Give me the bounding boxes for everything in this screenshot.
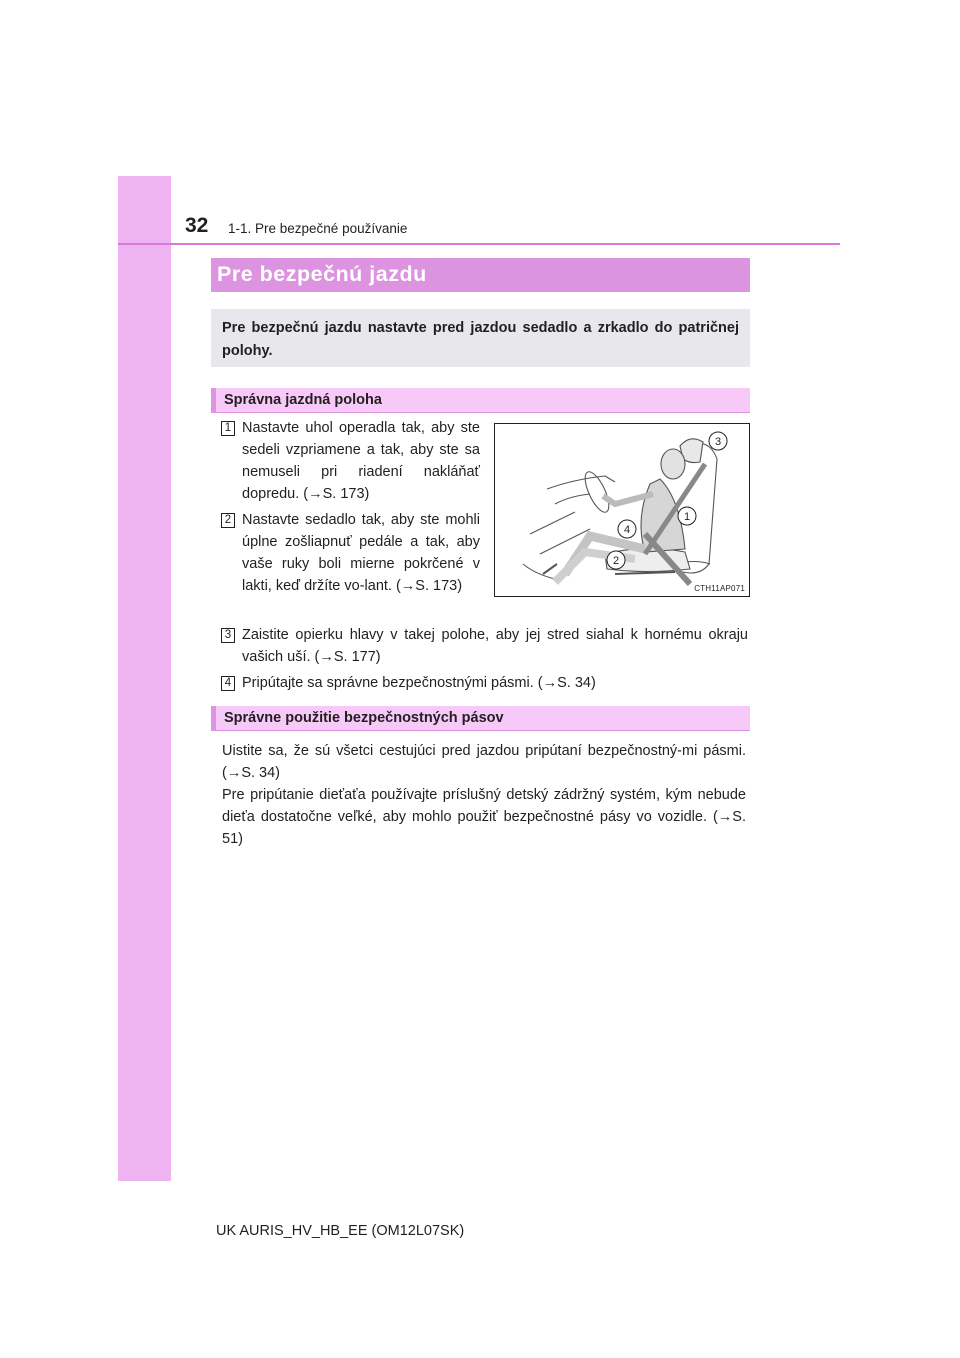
driving-position-illustration (494, 423, 750, 597)
subheading-label: Správna jazdná poloha (224, 392, 382, 408)
page-title: Pre bezpečnú jazdu (217, 262, 427, 286)
side-tab-bar (118, 176, 171, 1181)
item-text: Nastavte uhol operadla tak, aby ste sedeli vzpriamene a tak, aby ste sa nemuseli pri riadení nakláňať dopredu. (→S. 173) (242, 420, 480, 502)
footer-doc-code: UK AURIS_HV_HB_EE (OM12L07SK) (216, 1223, 465, 1239)
item-text: Pripútajte sa správne bezpečnostnými pásmi. (→S. 34) (242, 675, 596, 691)
subheading-driving-position (211, 388, 750, 413)
item-text: Zaistite opierku hlavy v takej polohe, aby jej stred siahal k hornému okraju vašich uší. (→S. 177) (242, 627, 748, 665)
callout-label: 1 (683, 511, 691, 523)
subheading-label: Správne použitie bezpečnostných pásov (224, 710, 504, 726)
intro-box (211, 309, 750, 367)
section-label: 1-1. Pre bezpečné používanie (228, 221, 408, 236)
figure-code: CTH11AP071 (694, 584, 745, 593)
subheading-seatbelt-use (211, 706, 750, 731)
callout-label: 4 (623, 524, 631, 536)
item-number-box: 1 (221, 421, 235, 436)
driver-seat-diagram (495, 424, 749, 596)
header-rule (118, 243, 840, 245)
item-number-box: 3 (221, 628, 235, 643)
item-text: Nastavte sedadlo tak, aby ste mohli úplne zošliapnuť pedále a tak, aby vaše ruky boli mierne pokrčené v lakti, keď držíte vo-lant. (→S. 173) (242, 512, 480, 594)
item-number-box: 2 (221, 513, 235, 528)
page-number: 32 (185, 214, 209, 237)
body-paragraph: Pre pripútanie dieťaťa používajte príslušný detský zádržný systém, kým nebude dieťa dostatočne veľké, aby mohlo použiť bezpečnostné pásy vo vozidle. (→S. 51) (222, 787, 746, 847)
callout-label: 2 (612, 555, 620, 567)
intro-text: Pre bezpečnú jazdu nastavte pred jazdou sedadlo a zrkadlo do patričnej polohy. (222, 320, 739, 359)
title-bar (211, 258, 750, 292)
body-paragraph: Uistite sa, že sú všetci cestujúci pred jazdou pripútaní bezpečnostný-mi pásmi. (→S. 34) (222, 743, 746, 781)
item-number-box: 4 (221, 676, 235, 691)
callout-label: 3 (714, 436, 722, 448)
